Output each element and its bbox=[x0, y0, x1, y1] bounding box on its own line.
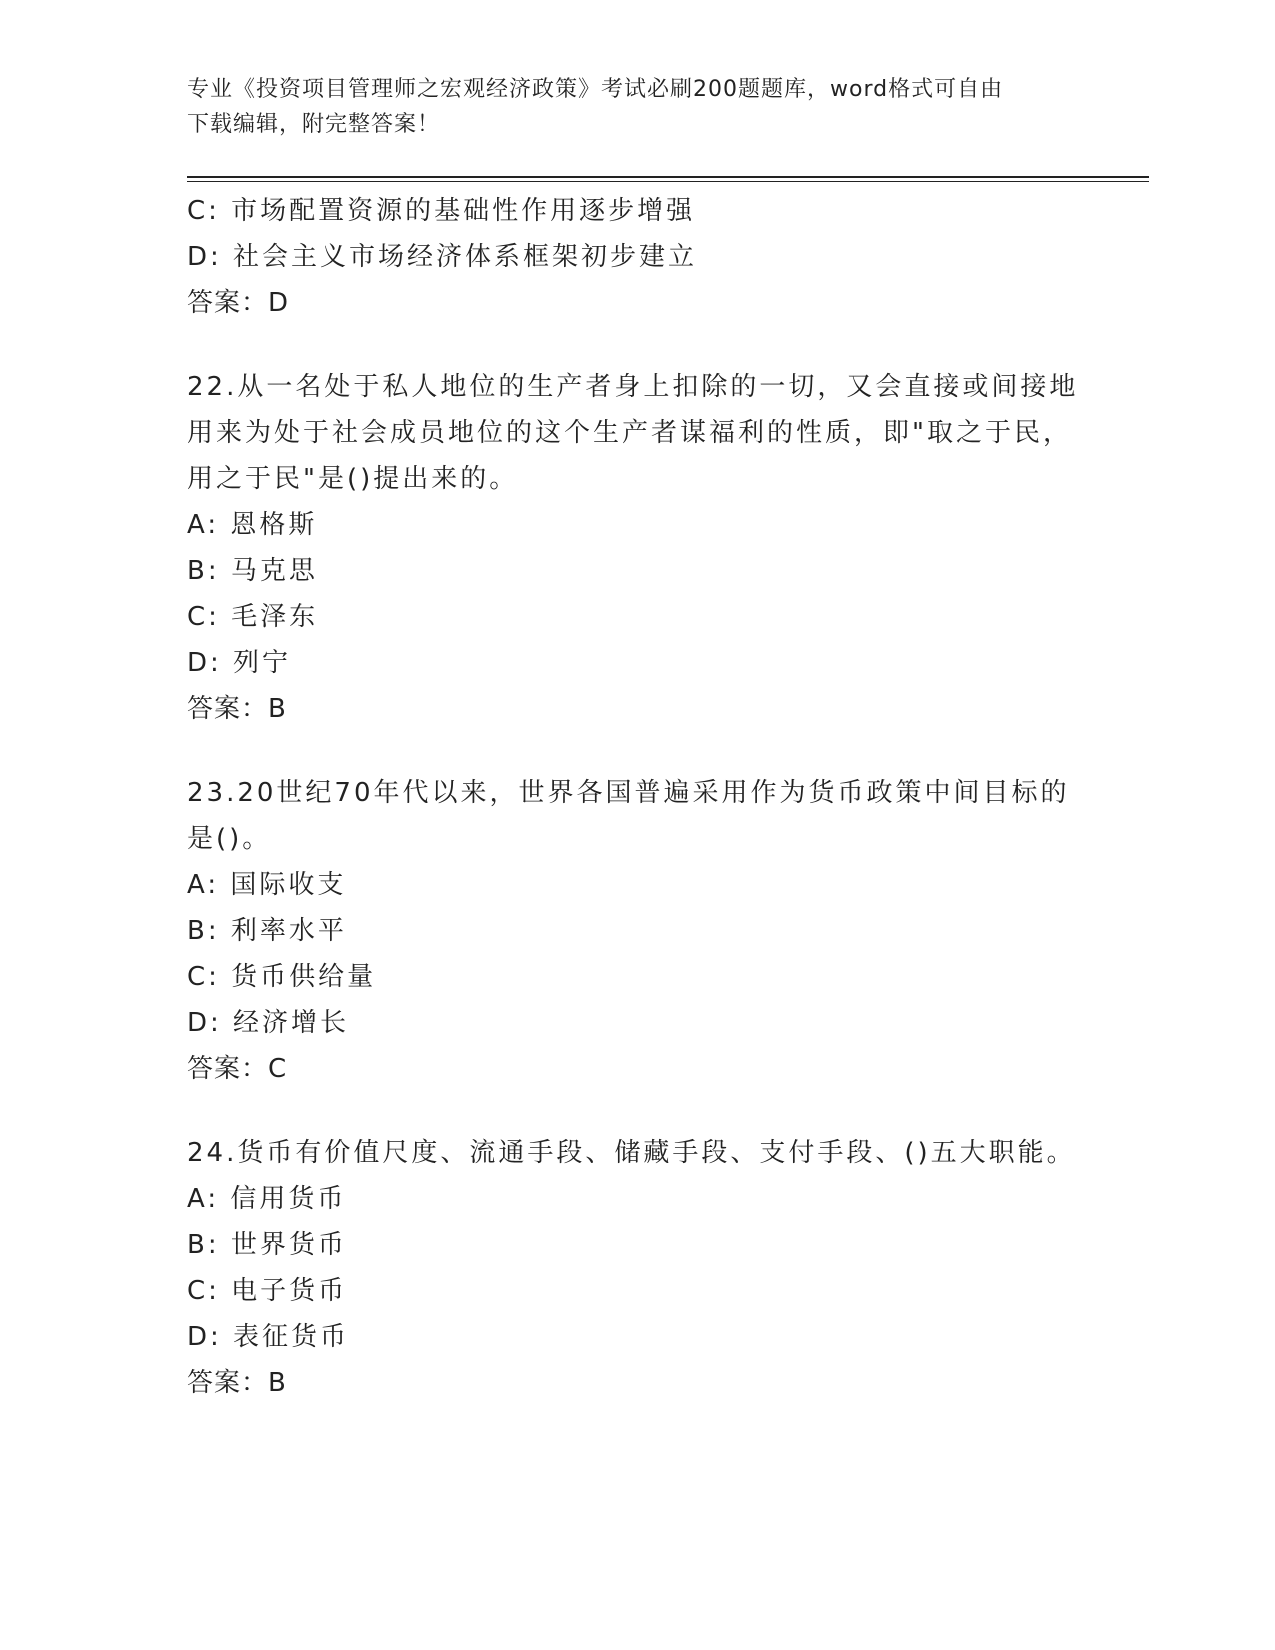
answer-line: 答案：B bbox=[187, 694, 287, 724]
question-stem-line: 用来为处于社会成员地位的这个生产者谋福利的性质，即"取之于民， bbox=[187, 418, 1072, 448]
question-carryover bbox=[187, 188, 1087, 326]
question-23 bbox=[187, 770, 1087, 1092]
answer-line: 答案：C bbox=[187, 1054, 288, 1084]
question-list bbox=[187, 188, 1087, 1406]
option-c: C: 电子货币 bbox=[187, 1276, 348, 1306]
option-c: C: 货币供给量 bbox=[187, 962, 377, 992]
question-24 bbox=[187, 1130, 1087, 1406]
answer-line: 答案：B bbox=[187, 1368, 287, 1398]
header-divider-thick bbox=[187, 176, 1149, 178]
option-d: D: 表征货币 bbox=[187, 1322, 350, 1352]
option-c: C: 市场配置资源的基础性作用逐步增强 bbox=[187, 196, 696, 226]
header-divider-thin bbox=[187, 181, 1149, 182]
option-b: B: 马克思 bbox=[187, 556, 318, 586]
option-a: A: 恩格斯 bbox=[187, 510, 318, 540]
option-d: D: 经济增长 bbox=[187, 1008, 350, 1038]
option-d: D: 列宁 bbox=[187, 648, 292, 678]
question-stem-line: 22.从一名处于私人地位的生产者身上扣除的一切，又会直接或间接地 bbox=[187, 372, 1079, 402]
question-stem-line: 24.货币有价值尺度、流通手段、储藏手段、支付手段、()五大职能。 bbox=[187, 1138, 1076, 1168]
option-c: C: 毛泽东 bbox=[187, 602, 319, 632]
header-title-line-2: 下载编辑，附完整答案！ bbox=[187, 112, 441, 137]
question-stem-line: 23.20世纪70年代以来，世界各国普遍采用作为货币政策中间目标的 bbox=[187, 778, 1070, 808]
header-title-line-1: 专业《投资项目管理师之宏观经济政策》考试必刷200题题库，word格式可自由 bbox=[187, 77, 1004, 102]
question-22 bbox=[187, 364, 1087, 732]
option-a: A: 国际收支 bbox=[187, 870, 347, 900]
document-header bbox=[187, 72, 1067, 142]
option-a: A: 信用货币 bbox=[187, 1184, 347, 1214]
option-d: D: 社会主义市场经济体系框架初步建立 bbox=[187, 242, 698, 272]
answer-line: 答案：D bbox=[187, 288, 290, 318]
option-b: B: 利率水平 bbox=[187, 916, 347, 946]
question-stem-line: 是()。 bbox=[187, 824, 272, 854]
question-stem-line: 用之于民"是()提出来的。 bbox=[187, 464, 519, 494]
option-b: B: 世界货币 bbox=[187, 1230, 347, 1260]
